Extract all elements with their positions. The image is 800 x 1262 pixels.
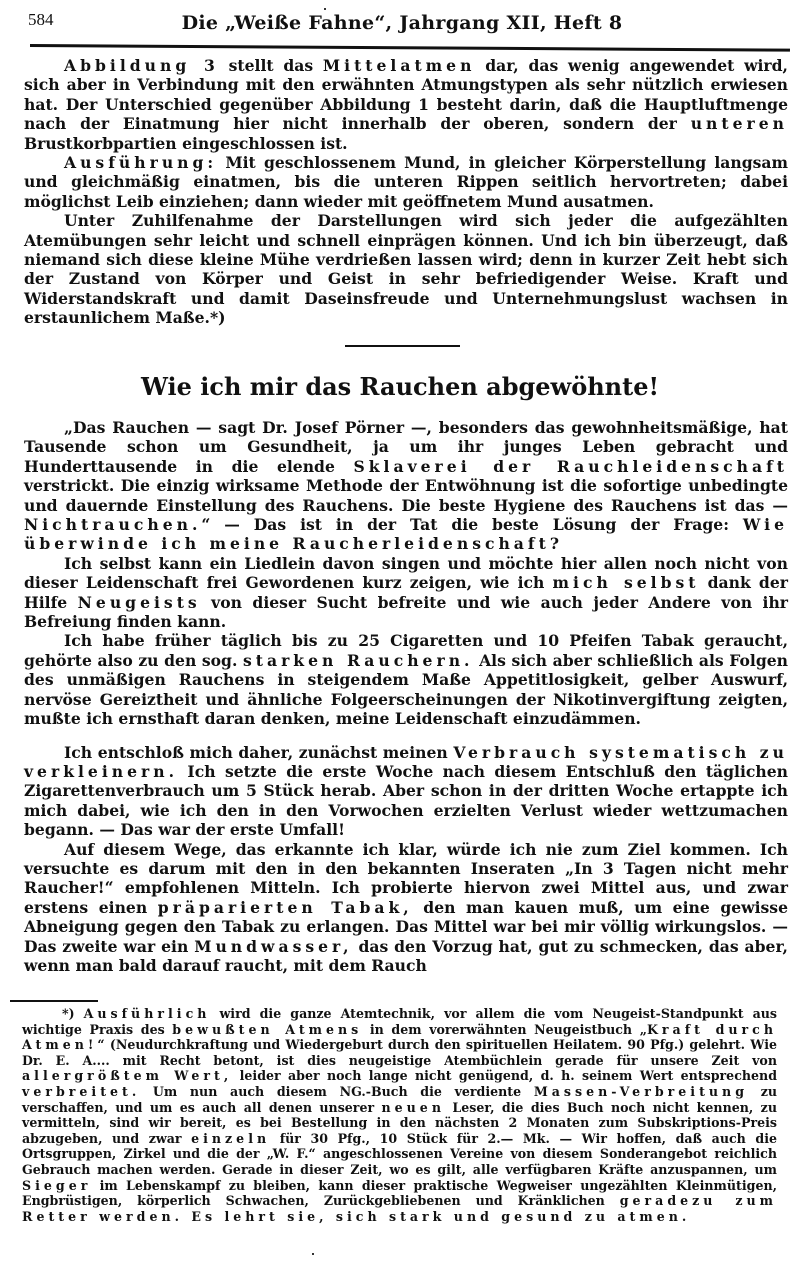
emphasis: Abbildung 3 [64,56,219,75]
emphasis: allergrößtem Wert, [22,1068,233,1084]
paragraph [24,631,788,728]
emphasis: präparierten Tabak, [157,897,413,917]
text: stellt das [218,56,323,75]
paragraph [24,840,788,976]
text: Brustkorbpartien eingeschlossen ist. [24,133,348,153]
text: für 30 Pfg., 10 Stück für 2.— Mk. — Wir hoffen, daß auch die Ortsgruppen, Zirkel und die der „W. F.“ angeschlossenen Vereine von diesem Sonderangebot reichlich Gebrauch machen werden. Gerade in dieser Zeit, wo es gilt, alle verfügbaren Kräfte anzuspannen, um [22,1130,777,1177]
emphasis: einzeln [191,1130,271,1146]
running-header [22,4,782,34]
paragraph [24,56,788,153]
emphasis: mich selbst [552,573,700,593]
text: Leser, die dies Buch noch nicht kennen, zu vermitteln, sind wir bereit, es bei Bestellung in den nächsten 2 Monaten zum Subskriptions-Preis abzugeben, und zwar [22,1099,777,1146]
spacer [24,729,788,743]
footnote [22,1006,777,1224]
text: „Das Rauchen — sagt Dr. Josef Pörner —, besonders das gewohnheitsmäßige, hat Tausende schon um Gesundheit, ja um ihr junges Leben gebracht und Hunderttausende in die elende [24,418,788,476]
emphasis: Ausführung: [64,153,218,173]
scan-speck [312,1253,314,1255]
text: das den Vorzug hat, gut zu schmecken, das aber, wenn man bald darauf raucht, mit dem Rauch [24,936,788,975]
text: leider aber noch lange nicht genügend, d. h. seinem Wert entsprechend [232,1068,777,1084]
emphasis: starken Rauchern. [243,650,474,670]
article-title: Wie ich mir das Rauchen abgewöhnte! [141,372,659,401]
page-number: 584 [28,10,54,29]
paragraph [24,418,788,554]
emphasis: Kraft durch Atmen! [22,1021,777,1053]
text: “ — Das ist in der Tat die beste Lösung der Frage: [201,515,743,535]
text: *) [62,1006,84,1021]
text: Ich entschloß mich daher, zunächst meinen [64,742,454,762]
text: dank der Hilfe [24,573,788,612]
section-breathing [24,56,788,328]
emphasis: Massen-Verbreitung [533,1083,749,1099]
header-rule [30,44,790,52]
footnote-paragraph [22,1006,777,1224]
section-separator [345,345,460,347]
text: “ (Neudurchkraftung und Wiedergeburt durch den spirituellen Heilatem. 90 Pfg.) gelehrt. Wie Dr. E. A.... mit Recht betont, ist dies neugeistige Atembüchlein gerade für unsere Zeit von [22,1037,777,1068]
emphasis: neuen [381,1099,445,1115]
emphasis: Nichtrauchen. [24,515,202,535]
text: Unter Zuhilfenahme der Darstellungen wird sich jeder die aufgezählten Atemübungen sehr leicht und schnell einprägen können. Und ich bin überzeugt, daß niemand sich diese kleine Mühe verdrießen lassen wird; denn in kurzer Zeit hebt sich der Zustand von Körper und Geist in sehr befriedigender Weise. Kraft und Widerstandskraft und damit Daseinsfreude und Unternehmungslust wachsen in erstaunlichem Maße.*) [24,211,788,328]
paragraph [24,211,788,327]
text: Mit geschlossenem Mund, in gleicher Körperstellung langsam und gleichmäßig einatmen, bis die unteren Rippen seitlich hervortreten; dabei möglichst Leib einziehen; dann wieder mit geöffnetem Mund ausatmen. [24,153,788,211]
emphasis: Sieger [22,1177,92,1193]
text: Auf diesem Wege, das erkannte ich klar, würde ich nie zum Ziel kommen. Ich versuchte es darum mit den in den bekannten Inseraten „In 3 Tagen nicht mehr Raucher!“ empfohlenen Mitteln. Ich probierte hiervon zwei Mittel aus, und zwar erstens einen [24,839,788,917]
article-body [24,418,788,975]
text: Ich habe früher täglich bis zu 25 Cigaretten und 10 Pfeifen Tabak geraucht, gehörte also zu den sog. [24,631,788,670]
emphasis: Ausführlich [83,1006,211,1021]
emphasis: Mittelatmen [322,56,476,75]
text: verstrickt. Die einzig wirksame Methode der Entwöhnung ist die sofortige unbedingte und dauernde Einstellung des Rauchens. Die beste Hygiene des Rauchens ist das — [24,476,788,515]
emphasis: unteren [690,114,788,134]
text: Ich setzte die erste Woche nach diesem Entschluß den täglichen Zigarettenverbrauch um 5 Stück herab. Aber schon in der dritten Woche ertappte ich mich dabei, wie ich den in den Vorwochen erzielten Verlust wieder wettzumachen begann. — Das war der erste Umfall! [24,761,788,840]
text: in dem vorerwähnten Neugeistbuch „ [362,1021,647,1037]
text: zu verschaffen, und um es auch all denen unserer [22,1083,777,1115]
running-title: Die „Weiße Fahne“, Jahrgang XII, Heft 8 [181,12,623,34]
emphasis: bewußten Atmens [172,1021,363,1037]
footnote-rule [10,1000,98,1002]
emphasis: verbreitet. [22,1083,141,1099]
text: wird die ganze Atemtechnik, vor allem die vom Neugeist-Standpunkt aus wichtige Praxis des [22,1006,778,1037]
text: Ich selbst kann ein Liedlein davon singen und möchte hier allen noch nicht von dieser Leidenschaft frei Gewordenen kurz zeigen, wie ich [24,553,788,593]
emphasis: Wie überwinde ich meine Raucherleidenschaft? [24,515,788,554]
text: dar, das wenig angewendet wird, sich aber in Verbindung mit den erwähnten Atmungstypen als sehr nützlich erwiesen hat. Der Unterschied gegenüber Abbildung 1 besteht darin, daß die Hauptluftmenge nach der Einatmung hier nicht innerhalb der oberen, sondern der [24,56,788,134]
emphasis: Sklaverei der Rauchleidenschaft [353,456,789,476]
emphasis: geradezu zum Retter werden. Es lehrt sie, sich stark und gesund zu atmen. [22,1193,777,1224]
text: im Lebenskampf zu bleiben, kann dieser praktische Wegweiser ungezählten Kleinmütigen, Engbrüstigen, körperlich Schwachen, Zurückgebliebenen und Kränklichen [22,1177,777,1209]
paragraph [24,743,788,840]
scan-speck [324,8,326,10]
text: den man kauen muß, um eine gewisse Abneigung gegen den Tabak zu erlangen. Das Mittel war bei mir völlig wirkungslos. — Das zweite war ein [24,897,788,956]
emphasis: Verbrauch systematisch zu verkleinern. [24,742,788,781]
text: Als sich aber schließlich als Folgen des unmäßigen Rauchens in steigendem Maße Appetitlosigkeit, gelber Auswurf, nervöse Gereiztheit und ähnliche Folgeerscheinungen der Nikotinvergiftung zeigten, mußte ich ernsthaft daran denken, meine Leidenschaft einzudämmen. [24,650,788,729]
paragraph [24,554,788,632]
text: Um nun auch diesem NG.-Buch die verdiente [140,1083,534,1099]
emphasis: Neugeists [77,592,201,612]
emphasis: Mundwasser, [194,936,353,956]
text: von dieser Sucht befreite und wie auch jeder Andere von ihr Befreiung finden kann. [24,592,788,632]
paragraph [24,153,788,211]
